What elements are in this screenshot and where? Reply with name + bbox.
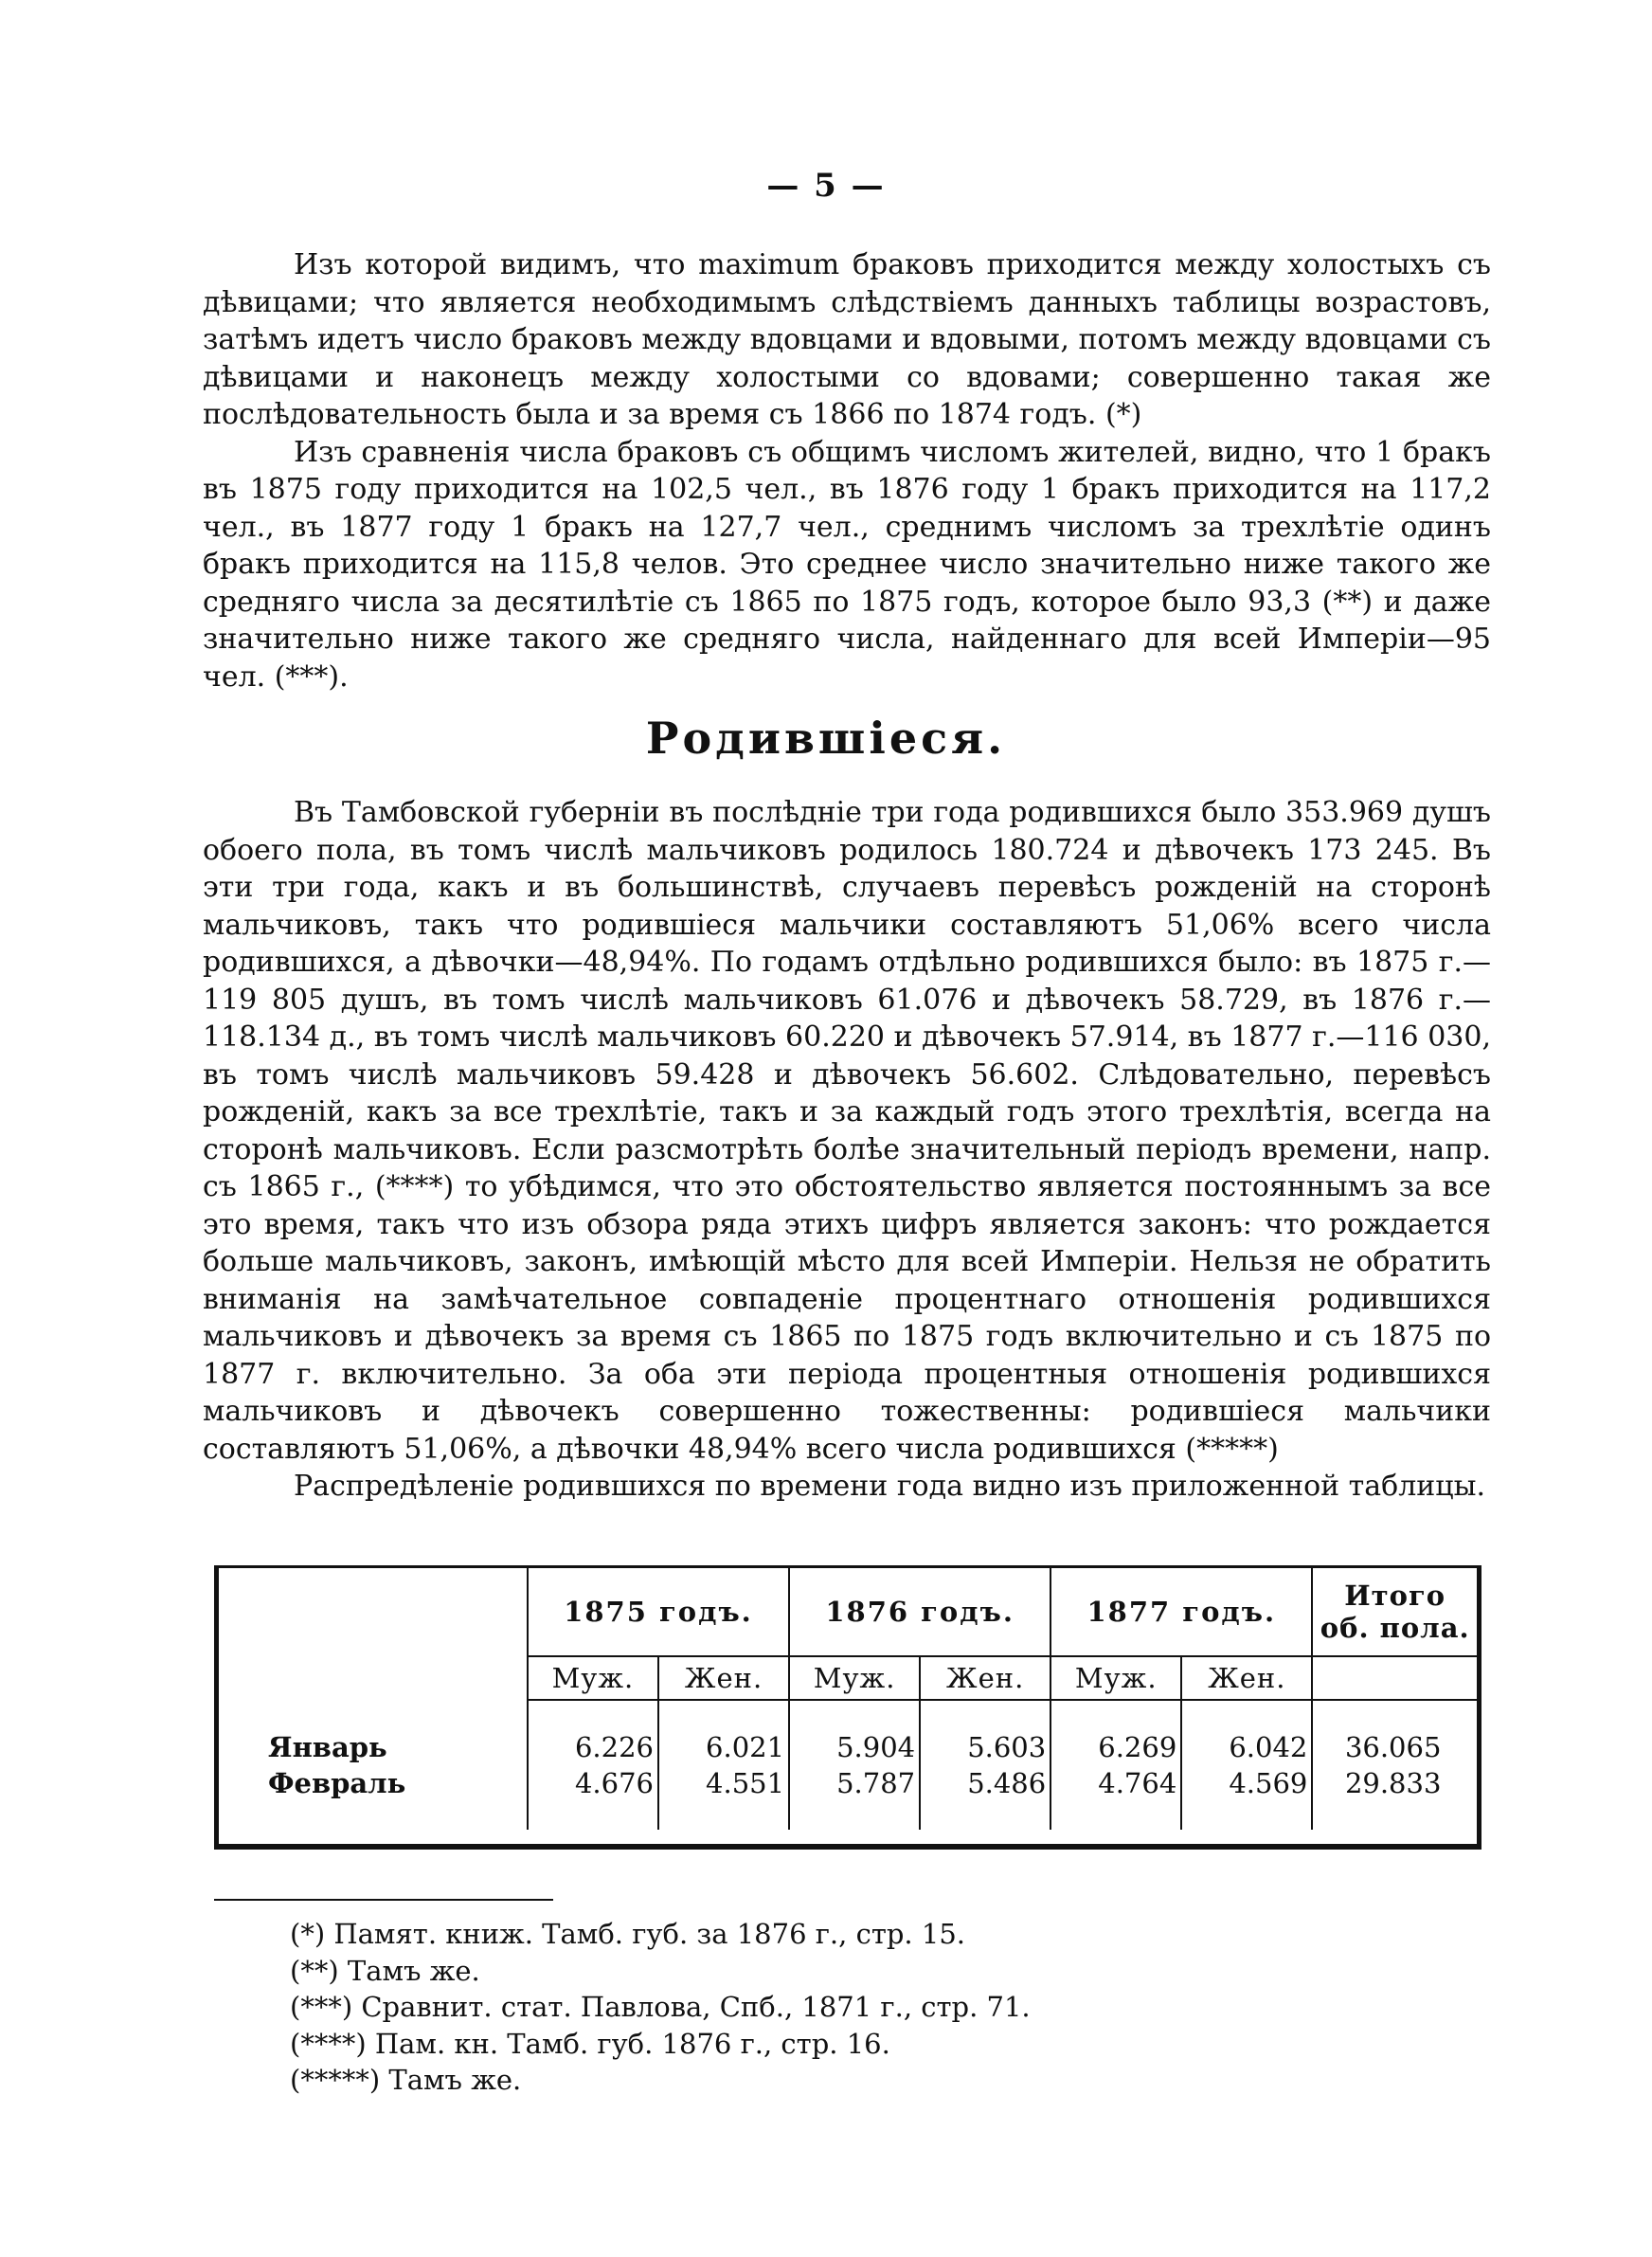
cell-value: 6.269 (1050, 1729, 1181, 1765)
total-header-line: об. пола. (1320, 1612, 1470, 1644)
table-row (219, 1765, 1477, 1801)
total-subheader-blank (1312, 1656, 1477, 1700)
footnote: (*****) Тамъ же. (290, 2064, 522, 2096)
cell-total: 36.065 (1312, 1729, 1477, 1765)
paragraph-distribution: Распредѣленіе родившихся по времени года видно изъ приложенной таблицы. (294, 1470, 1485, 1503)
footnote: (**) Тамъ же. (290, 1954, 480, 1987)
section-heading-births: Родившіеся. (645, 713, 1007, 764)
footnote: (***) Сравнит. стат. Павлова, Спб., 1871 г., стр. 71. (290, 1991, 1031, 2023)
cell-value: 5.603 (920, 1729, 1050, 1765)
cell-value: 4.764 (1050, 1765, 1181, 1801)
cell-value: 6.042 (1181, 1729, 1312, 1765)
cell-value: 4.551 (658, 1765, 789, 1801)
paragraph-births: Въ Тамбовской губерніи въ послѣдніе три года родившихся было 353.969 душъ обоего пола, въ томъ числѣ мальчиковъ родилось 180.724 и дѣвочекъ 173 245. Въ эти три года, какъ и въ большинствѣ, случаевъ перевѣсъ рожденій на сторонѣ мальчиковъ, такъ что родившіеся мальчики составляютъ 51,06% всего числа родившихся, а дѣвочки—48,94%. По годамъ отдѣльно родившихся было: въ 1875 г.—119 805 душъ, въ томъ числѣ мальчиковъ 61.076 и дѣвочекъ 58.729, въ 1876 г.—118.134 д., въ томъ числѣ мальчиковъ 60.220 и дѣвочекъ 57.914, въ 1877 г.—116 030, въ томъ числѣ мальчиковъ 59.428 и дѣвочекъ 56.602. Слѣдовательно, перевѣсъ рожденій, какъ за все трехлѣтіе, такъ и за каждый годъ этого трехлѣтія, всегда на сторонѣ мальчиковъ. Если разсмотрѣть болѣе значительный періодъ времени, напр. съ 1865 г., (****) то убѣдимся, что это обстоятельство является постояннымъ за все это время, такъ что изъ обзора ряда этихъ цифръ является законъ: что рождается больше мальчиковъ, законъ, имѣющій мѣсто для всей Имперіи. Нельзя не обратить вниманія на замѣчательное совпаденіе процентнаго отношенія родившихся мальчиковъ и дѣвочекъ за время съ 1865 по 1875 годъ включительно и съ 1875 по 1877 г. включительно. За оба эти періода процентныя отношенія родившихся мальчиковъ и дѣвочекъ совершенно тожественны: родившіеся мальчики составляютъ 51,06%, а дѣвочки 48,94% всего числа родившихся (*****) (203, 796, 1491, 1466)
cell-value: 6.021 (658, 1729, 789, 1765)
cell-value: 5.904 (789, 1729, 920, 1765)
month-label: Январь (268, 1731, 387, 1763)
cell-value: 4.569 (1181, 1765, 1312, 1801)
cell-value: 5.486 (920, 1765, 1050, 1801)
paragraph-marriages-order: Изъ которой видимъ, что maximum браковъ приходится между холостыхъ съ дѣвицами; что является необходимымъ слѣдствіемъ данныхъ таблицы возрастовъ, затѣмъ идетъ число браковъ между вдовцами и вдовыми, потомъ между вдовцами съ дѣвицами и наконецъ между холостыми со вдовами; совершенно такая же послѣдовательность была и за время съ 1866 по 1874 годъ. (*) (203, 248, 1491, 431)
year-header: 1876 годъ. (789, 1568, 1050, 1656)
footnotes (290, 1916, 1031, 2099)
female-header: Жен. (920, 1656, 1050, 1700)
female-header: Жен. (658, 1656, 789, 1700)
year-header: 1875 годъ. (528, 1568, 789, 1656)
page-number: — 5 — (766, 167, 886, 205)
total-header-line: Итого (1344, 1580, 1446, 1612)
table-row (219, 1729, 1477, 1765)
footnote: (*) Памят. книж. Тамб. губ. за 1876 г., стр. 15. (290, 1918, 965, 1950)
paragraph-marriages-ratio: Изъ сравненія числа браковъ съ общимъ числомъ жителей, видно, что 1 бракъ въ 1875 году приходится на 102,5 чел., въ 1876 году 1 бракъ приходится на 117,2 чел., въ 1877 году 1 бракъ на 127,7 чел., среднимъ числомъ за трехлѣтіе одинъ бракъ приходится на 115,8 челов. Это среднее число значительно ниже такого же средняго числа за десятилѣтіе съ 1865 по 1875 годъ, которое было 93,3 (**) и даже значительно ниже такого же средняго числа, найденнаго для всей Имперіи—95 чел. (***). (203, 435, 1491, 694)
cell-value: 5.787 (789, 1765, 920, 1801)
cell-total: 29.833 (1312, 1765, 1477, 1801)
births-table (214, 1565, 1481, 1850)
intro-text (203, 246, 1491, 695)
year-header: 1877 годъ. (1050, 1568, 1312, 1656)
total-header (1312, 1568, 1477, 1656)
table-corner (219, 1568, 528, 1700)
female-header: Жен. (1181, 1656, 1312, 1700)
footnote: (****) Пам. кн. Тамб. губ. 1876 г., стр. 16. (290, 2027, 890, 2060)
births-text (203, 794, 1491, 1506)
cell-value: 6.226 (528, 1729, 658, 1765)
male-header: Муж. (528, 1656, 658, 1700)
footnote-divider (214, 1899, 553, 1901)
male-header: Муж. (1050, 1656, 1181, 1700)
month-label: Февраль (268, 1767, 406, 1799)
male-header: Муж. (789, 1656, 920, 1700)
cell-value: 4.676 (528, 1765, 658, 1801)
